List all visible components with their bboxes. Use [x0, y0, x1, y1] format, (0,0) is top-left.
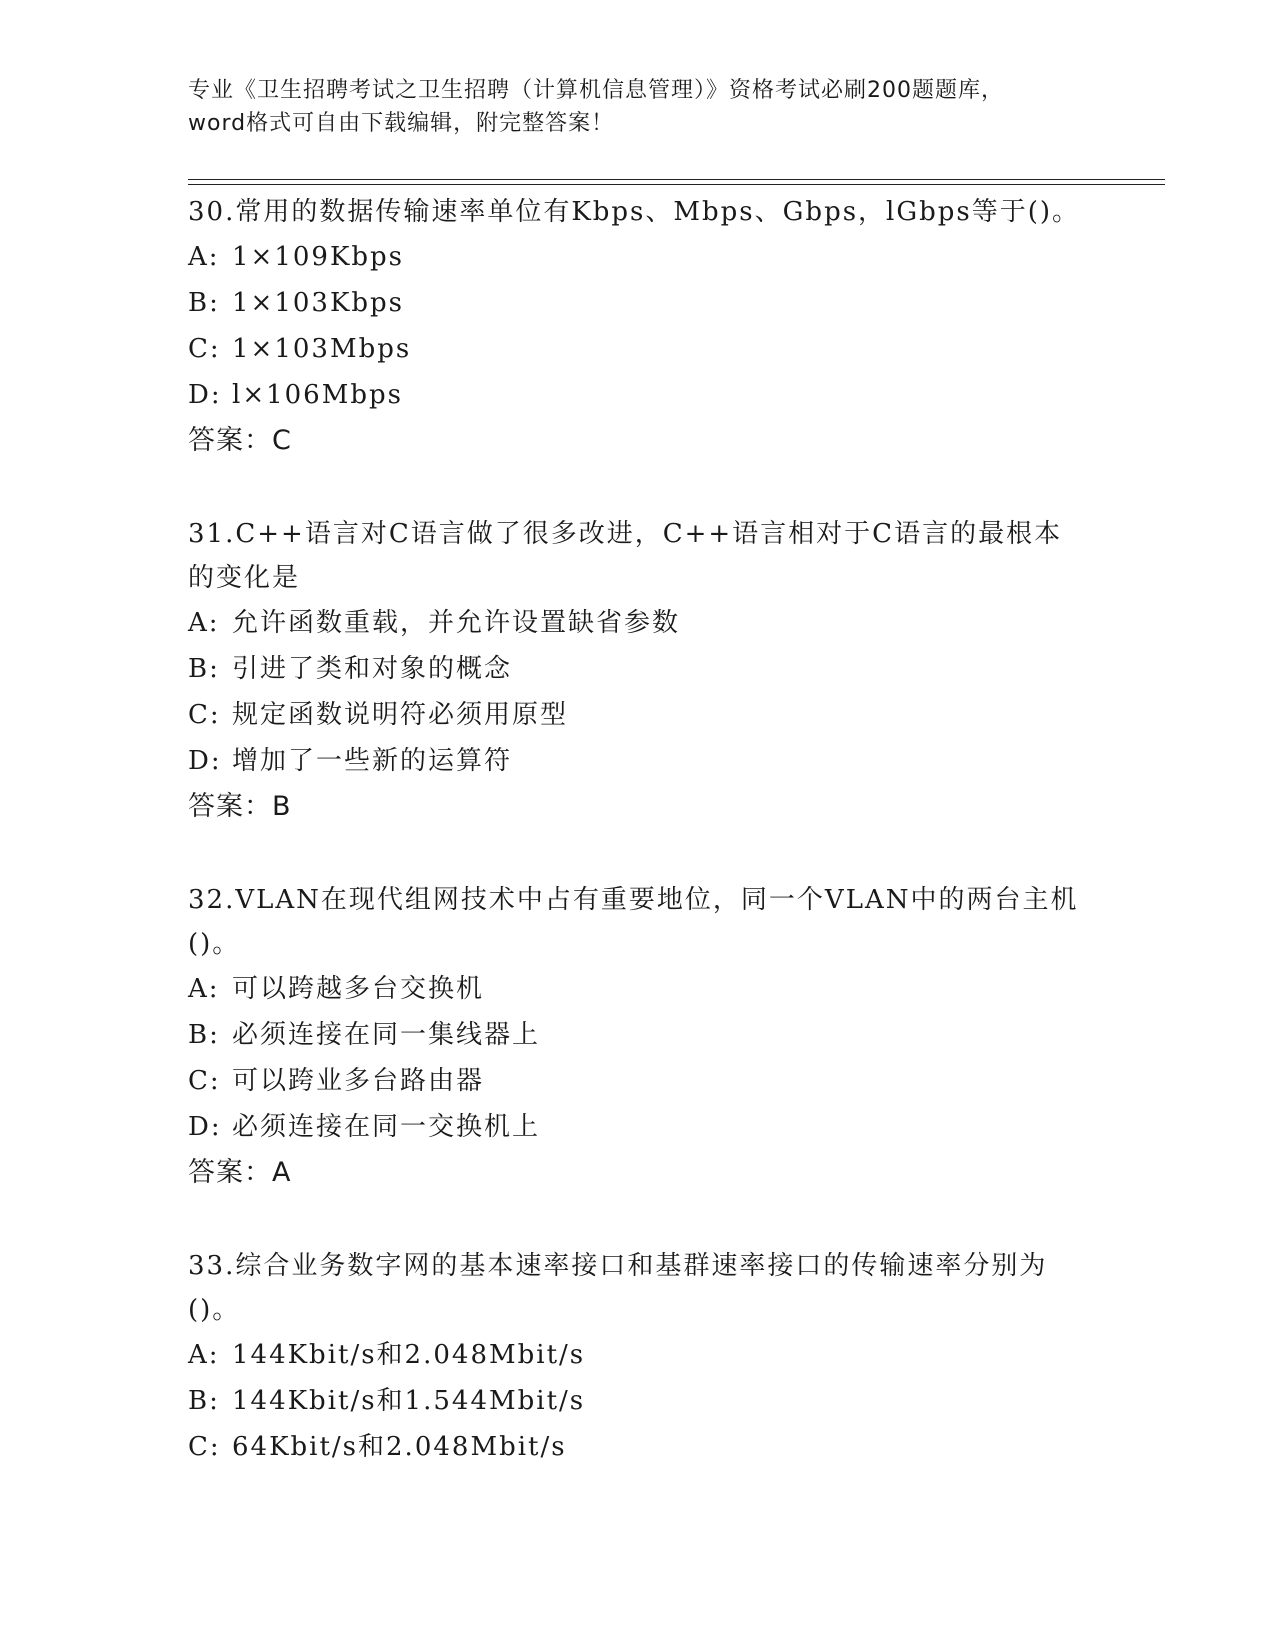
option-letter: A: — [188, 1340, 220, 1370]
option-text: l×106Mbps — [232, 380, 403, 410]
option-letter: B: — [188, 1386, 220, 1416]
question-text: 32.VLAN在现代组网技术中占有重要地位，同一个VLAN中的两台主机()。 — [188, 885, 1079, 959]
question-30 — [188, 190, 1088, 464]
option-a — [188, 966, 1088, 1012]
option-c — [188, 692, 1088, 738]
question-text: 33.综合业务数字网的基本速率接口和基群速率接口的传输速率分别为()。 — [188, 1251, 1048, 1325]
option-letter: D: — [188, 1112, 222, 1142]
option-c — [188, 1424, 1088, 1470]
document-header — [188, 74, 1088, 140]
header-line-2: word格式可自由下载编辑，附完整答案！ — [188, 111, 615, 136]
option-letter: A: — [188, 974, 220, 1004]
option-text: 可以跨业多台路由器 — [232, 1066, 485, 1096]
option-c — [188, 326, 1088, 372]
question-33 — [188, 1244, 1088, 1470]
option-b — [188, 280, 1088, 326]
option-letter: B: — [188, 654, 220, 684]
question-text: 31.C++语言对C语言做了很多改进，C++语言相对于C语言的最根本的变化是 — [188, 519, 1063, 593]
answer-label: 答案：B — [188, 791, 292, 822]
option-text: 允许函数重载，并允许设置缺省参数 — [232, 608, 681, 638]
option-b — [188, 646, 1088, 692]
option-text: 1×103Kbps — [232, 288, 405, 318]
option-letter: D: — [188, 380, 222, 410]
option-text: 规定函数说明符必须用原型 — [232, 700, 569, 730]
option-letter: A: — [188, 608, 220, 638]
option-letter: D: — [188, 746, 222, 776]
option-text: 必须连接在同一交换机上 — [232, 1112, 541, 1142]
option-text: 必须连接在同一集线器上 — [232, 1020, 541, 1050]
option-letter: C: — [188, 1066, 221, 1096]
question-text: 30.常用的数据传输速率单位有Kbps、Mbps、Gbps，lGbps等于()。 — [188, 197, 1081, 227]
option-letter: B: — [188, 1020, 220, 1050]
option-a — [188, 234, 1088, 280]
option-text: 可以跨越多台交换机 — [232, 974, 485, 1004]
option-letter: C: — [188, 334, 221, 364]
option-a — [188, 1332, 1088, 1378]
option-letter: A: — [188, 242, 220, 272]
option-d — [188, 372, 1088, 418]
option-text: 引进了类和对象的概念 — [232, 654, 513, 684]
option-text: 1×103Mbps — [232, 334, 412, 364]
header-divider-bottom — [188, 184, 1165, 185]
answer-label: 答案：A — [188, 1157, 292, 1188]
header-line-1: 专业《卫生招聘考试之卫生招聘（计算机信息管理）》资格考试必刷200题题库， — [188, 78, 1004, 103]
option-c — [188, 1058, 1088, 1104]
option-text: 144Kbit/s和2.048Mbit/s — [232, 1340, 586, 1370]
question-31 — [188, 512, 1088, 830]
option-a — [188, 600, 1088, 646]
header-divider-top — [188, 179, 1165, 180]
option-d — [188, 1104, 1088, 1150]
option-letter: C: — [188, 700, 221, 730]
question-32 — [188, 878, 1088, 1196]
option-text: 增加了一些新的运算符 — [232, 746, 513, 776]
option-letter: C: — [188, 1432, 221, 1462]
option-d — [188, 738, 1088, 784]
option-b — [188, 1012, 1088, 1058]
option-text: 1×109Kbps — [232, 242, 405, 272]
option-text: 64Kbit/s和2.048Mbit/s — [232, 1432, 567, 1462]
question-list — [188, 190, 1088, 1518]
answer-label: 答案：C — [188, 425, 292, 456]
option-text: 144Kbit/s和1.544Mbit/s — [232, 1386, 586, 1416]
option-letter: B: — [188, 288, 220, 318]
option-b — [188, 1378, 1088, 1424]
